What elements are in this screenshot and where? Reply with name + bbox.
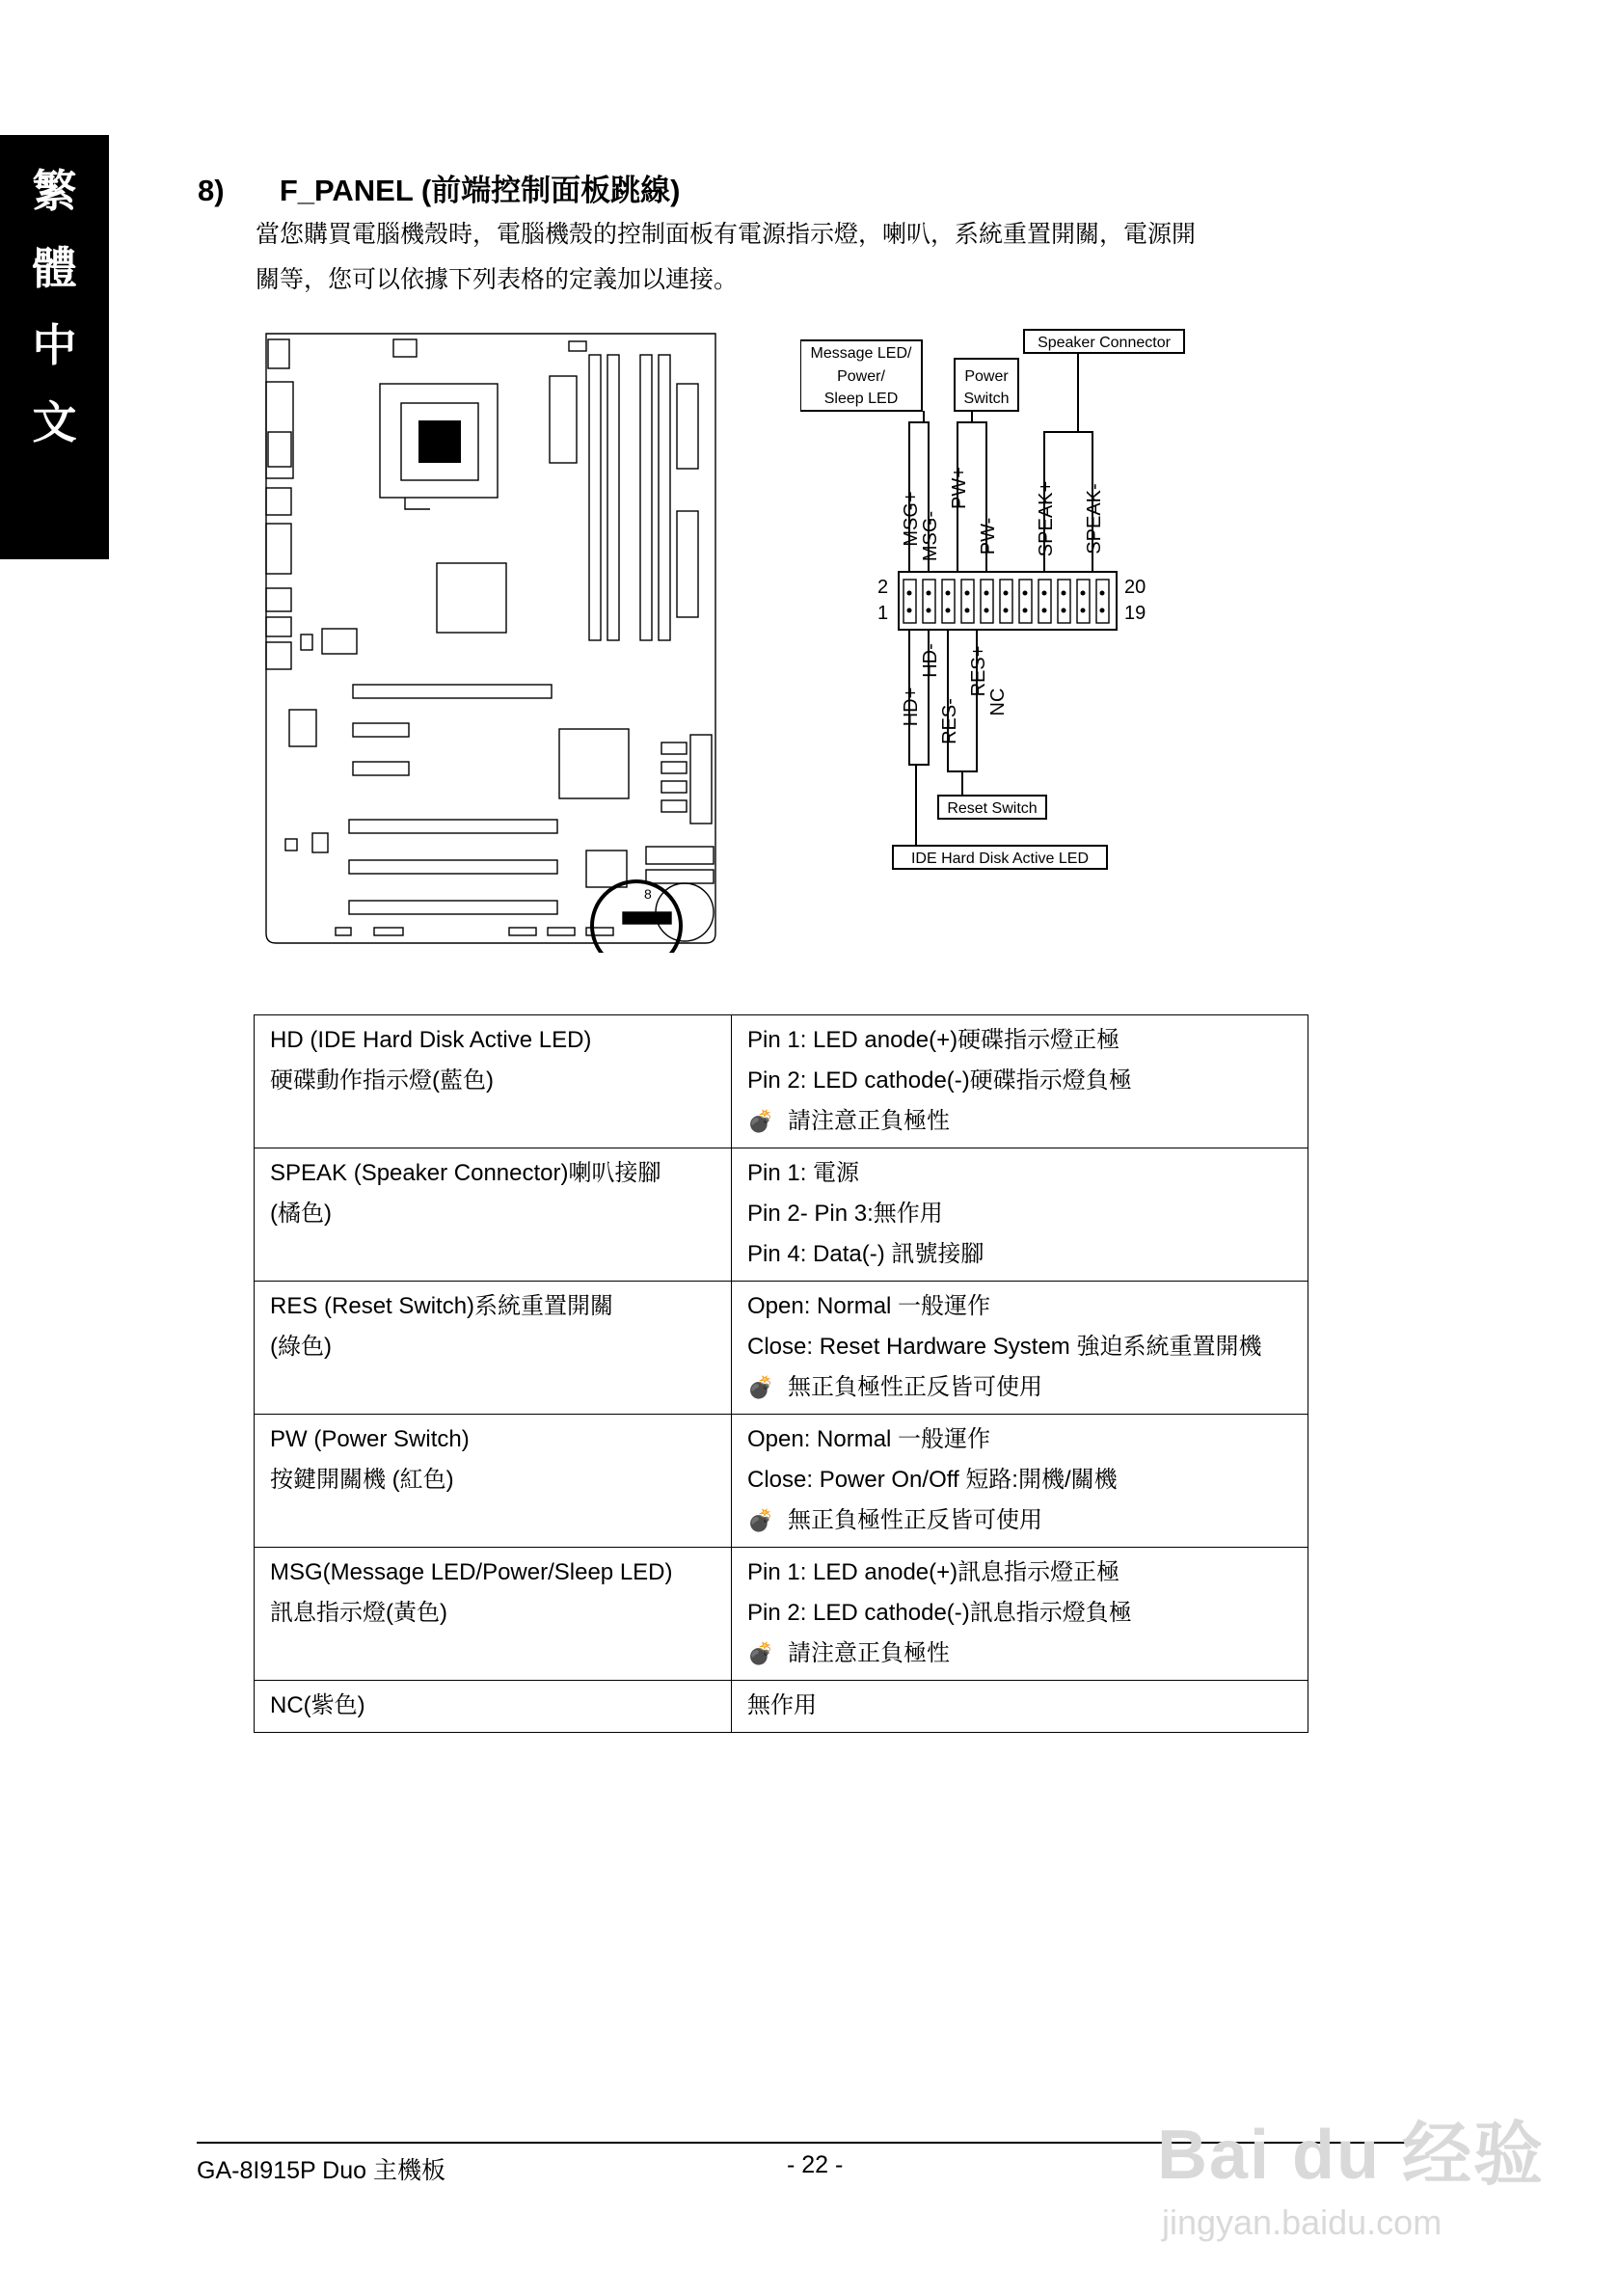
cell-text: 無作用: [747, 1692, 817, 1718]
pci-express-x1-slot: [353, 723, 409, 737]
side-tab-char: 文: [32, 396, 77, 448]
board-outline: [266, 334, 715, 943]
cell-text: SPEAK (Speaker Connector)喇叭接腳: [270, 1160, 661, 1186]
memory-connector-area: [550, 376, 577, 463]
pci-express-x1-slot: [353, 762, 409, 775]
pin-label-res-minus: RES-: [939, 698, 960, 744]
f-panel-header: [623, 912, 671, 924]
msg-callout-line-2: Power/: [837, 368, 885, 385]
table-cell-definition: [732, 1282, 1308, 1415]
baidu-watermark-logo: Bai du 经验: [1157, 2117, 1546, 2194]
pin-label-hd-minus: HD-: [920, 643, 941, 678]
table-row: [255, 1415, 1308, 1548]
floppy-connector: [690, 735, 712, 824]
pin-label-msg-plus: MSG+: [901, 491, 922, 547]
f-panel-pinout-diagram: [800, 326, 1205, 885]
atx-power-connector: [677, 384, 698, 469]
pci-slot: [349, 820, 557, 833]
table-cell-signal: [255, 1548, 732, 1681]
board-header-label: 8: [644, 886, 652, 902]
cell-text: Pin 2: LED cathode(-)硬碟指示燈負極: [747, 1067, 1132, 1094]
cell-text: 按鍵開關機 (紅色): [270, 1467, 454, 1493]
cell-text: (綠色): [270, 1334, 332, 1360]
northbridge-chip: [437, 563, 506, 633]
note-line: [747, 1500, 1296, 1541]
table-cell-signal: [255, 1015, 732, 1148]
cell-text: HD (IDE Hard Disk Active LED): [270, 1027, 592, 1053]
pin-label-speak-plus: SPEAK+: [1036, 480, 1057, 557]
note-line: [747, 1634, 1296, 1674]
table-row: [255, 1015, 1308, 1148]
pci-slot: [349, 901, 557, 914]
note-line: [747, 1367, 1296, 1408]
cell-text: Close: Power On/Off 短路:開機/關機: [747, 1467, 1118, 1493]
speaker-callout-label: Speaker Connector: [1038, 335, 1171, 351]
io-connector: [268, 339, 289, 368]
pin-label-msg-minus: MSG-: [920, 510, 941, 562]
motherboard-layout-diagram: [258, 326, 721, 953]
bomb-bullet-icon: 💣: [747, 1109, 774, 1133]
sata-connector: [661, 743, 687, 754]
msg-callout-line-1: Message LED/: [810, 345, 912, 362]
pin-label-pw-plus: PW+: [949, 467, 970, 509]
power-callout-line-2: Switch: [963, 391, 1010, 407]
pin-number-1: 1: [877, 603, 889, 624]
note-text: 無正負極性正反皆可使用: [788, 1374, 1042, 1400]
intro-line-2: 關等，您可以依據下列表格的定義加以連接。: [256, 265, 739, 293]
ide-connector: [677, 511, 698, 617]
table-cell-definition: [732, 1681, 1308, 1733]
pin-label-hd-plus: HD+: [901, 687, 922, 727]
pin-number-2: 2: [877, 577, 889, 598]
table-cell-signal: [255, 1282, 732, 1415]
cell-text: PW (Power Switch): [270, 1426, 470, 1452]
cell-text: Open: Normal 一般運作: [747, 1426, 991, 1452]
sata-connector: [661, 800, 687, 812]
atx12v-connector: [393, 339, 417, 357]
note-text: 請注意正負極性: [788, 1640, 950, 1666]
cell-text: Pin 1: LED anode(+)硬碟指示燈正極: [747, 1027, 1120, 1053]
cell-text: Pin 1: 電源: [747, 1160, 860, 1186]
table-cell-signal: [255, 1681, 732, 1733]
baidu-watermark-url: jingyan.baidu.com: [1162, 2202, 1443, 2242]
table-row: [255, 1282, 1308, 1415]
power-callout-line-1: Power: [964, 368, 1009, 385]
cell-text: MSG(Message LED/Power/Sleep LED): [270, 1559, 673, 1585]
language-side-tab: [0, 135, 109, 559]
table-cell-signal: [255, 1148, 732, 1282]
pin-number-19: 19: [1124, 603, 1146, 624]
table-row: [255, 1548, 1308, 1681]
table-cell-definition: [732, 1415, 1308, 1548]
cell-text: Pin 2: LED cathode(-)訊息指示燈負極: [747, 1600, 1132, 1626]
pin-number-20: 20: [1124, 577, 1146, 598]
dimm-slot: [589, 355, 601, 640]
southbridge-chip: [559, 729, 629, 798]
cell-text: NC(紫色): [270, 1692, 365, 1718]
f-panel-pin-table: [254, 1014, 1308, 1733]
note-text: 請注意正負極性: [788, 1108, 950, 1134]
cell-text: Pin 1: LED anode(+)訊息指示燈正極: [747, 1559, 1120, 1585]
footer-page-number: - 22 -: [787, 2151, 844, 2178]
note-line: [747, 1101, 1296, 1142]
pin-label-nc: NC: [987, 688, 1009, 716]
sata-connector: [661, 781, 687, 793]
pin-label-res-plus: RES+: [968, 645, 989, 697]
table-cell-definition: [732, 1548, 1308, 1681]
side-tab-char: 繁: [32, 165, 77, 217]
table-cell-signal: [255, 1415, 732, 1548]
bomb-bullet-icon: 💣: [747, 1375, 774, 1399]
cell-text: (橘色): [270, 1201, 332, 1227]
cell-text: 硬碟動作指示燈(藍色): [270, 1067, 494, 1094]
intro-line-1: 當您購買電腦機殼時，電腦機殼的控制面板有電源指示燈，喇叭，系統重置開關，電源開: [256, 220, 1197, 248]
dimm-slot: [659, 355, 670, 640]
pci-slot: [349, 860, 557, 874]
sata-connector: [661, 762, 687, 773]
dimm-slot: [640, 355, 652, 640]
side-tab-char: 中: [32, 319, 77, 371]
table-cell-definition: [732, 1015, 1308, 1148]
cell-text: RES (Reset Switch)系統重置開關: [270, 1293, 614, 1319]
ide-callout-label: IDE Hard Disk Active LED: [910, 851, 1090, 867]
bomb-bullet-icon: 💣: [747, 1508, 774, 1532]
pci-express-x16-slot: [353, 685, 552, 698]
section-number: 8): [198, 174, 225, 207]
dimm-slot: [607, 355, 619, 640]
note-text: 無正負極性正反皆可使用: [788, 1507, 1042, 1533]
section-heading: [198, 166, 680, 209]
table-row: [255, 1681, 1308, 1733]
table-cell-definition: [732, 1148, 1308, 1282]
msg-callout-line-3: Sleep LED: [823, 391, 899, 407]
section-title: F_PANEL (前端控制面板跳線): [279, 174, 681, 207]
cell-text: Open: Normal 一般運作: [747, 1293, 991, 1319]
footer-model: GA-8I915P Duo 主機板: [197, 2157, 445, 2184]
io-panel: [266, 382, 293, 478]
reset-callout-label: Reset Switch: [947, 800, 1038, 817]
cell-text: Pin 2- Pin 3:無作用: [747, 1201, 943, 1227]
cell-text: 訊息指示燈(黃色): [270, 1600, 447, 1626]
pin-label-pw-minus: PW-: [978, 517, 999, 555]
cell-text: Pin 4: Data(-) 訊號接腳: [747, 1241, 984, 1267]
side-tab-char: 體: [32, 242, 77, 294]
cpu-core: [418, 420, 461, 463]
pin-label-speak-minus: SPEAK-: [1084, 483, 1105, 554]
table-row: [255, 1148, 1308, 1282]
bomb-bullet-icon: 💣: [747, 1641, 774, 1665]
cell-text: Close: Reset Hardware System 強迫系統重置開機: [747, 1334, 1262, 1360]
